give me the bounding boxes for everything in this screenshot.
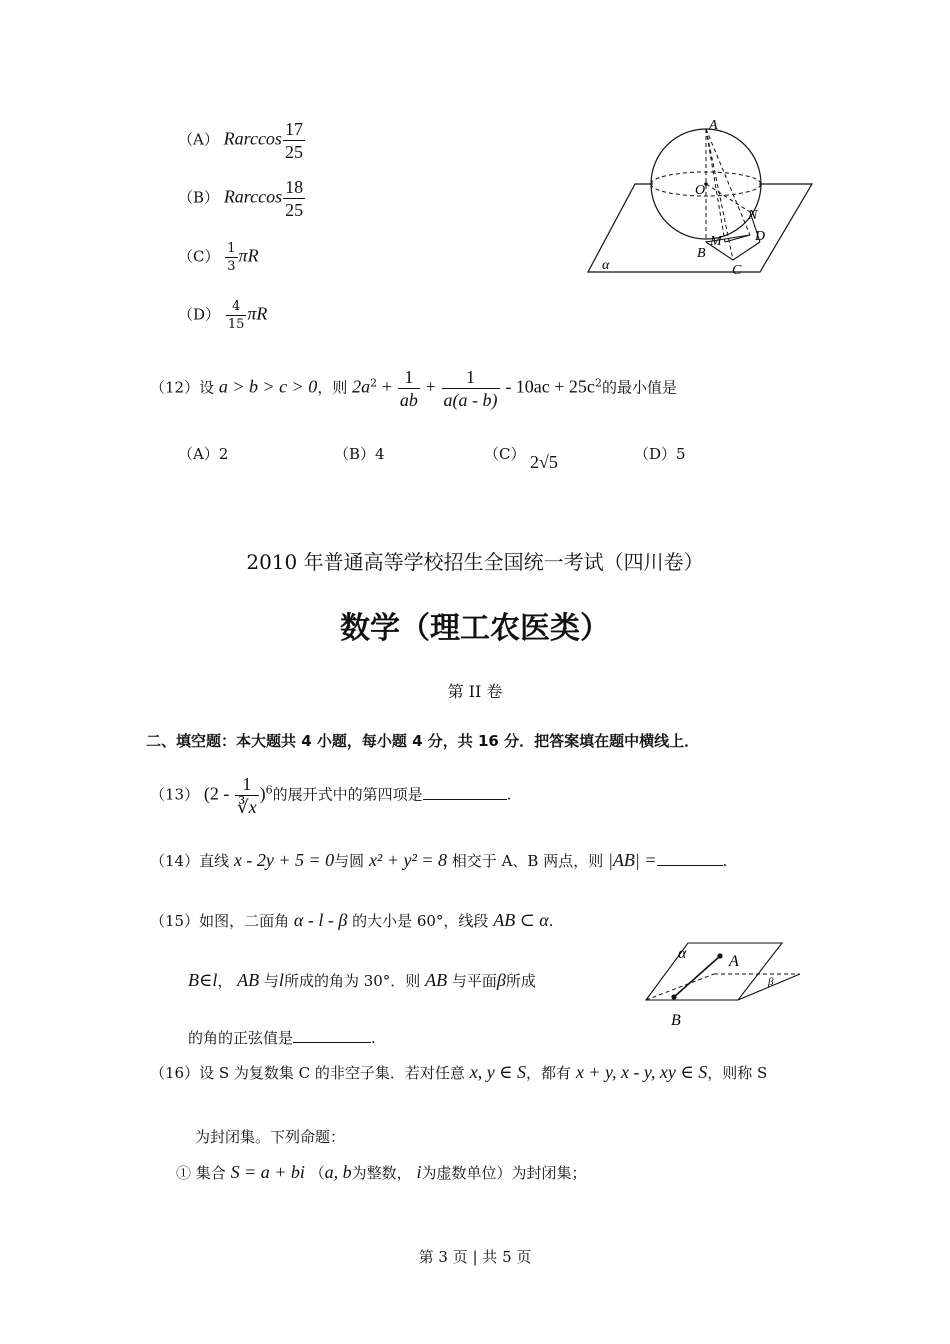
label-a: A (729, 953, 739, 970)
q11-option-d: （D） $\frac{4}{15}$ πR (178, 299, 268, 332)
q16-line2: 为封闭集。下列命题： (195, 1128, 346, 1146)
dihedral-figure (640, 938, 810, 1032)
q15-line3: 的角的正弦值是 . (188, 1029, 376, 1047)
label-alpha: α (602, 258, 610, 273)
q15-line2: B∈l， AB 与l所成的角为 30°．则 AB 与平面β所成 (188, 970, 536, 990)
q12-stem: （12）设 a > b > c > 0，则 $2a^2$ + $\frac{1}{ab}$ + $\frac{1}{a(a - b)}$ - $10ac + 25c^2$的最小值是 (150, 367, 677, 410)
q12-option-c: （C） (484, 445, 526, 463)
subject-title: 数学（理工农医类） (340, 611, 610, 646)
label-n: N (748, 208, 758, 223)
label-o: O (695, 183, 706, 198)
label-b: B (671, 1012, 681, 1029)
section-title: 二、填空题：本大题共 4 小题，每小题 4 分，共 16 分．把答案填在题中横线上． (146, 732, 700, 750)
q14-answer-blank (657, 851, 723, 866)
volume-title: 第 II 卷 (447, 682, 503, 701)
q11-option-c: （C） $\frac{1}{3}$ πR (178, 241, 259, 274)
label-d: D (755, 229, 766, 244)
label-m: M (710, 234, 722, 249)
exam-title: 2010 年普通高等学校招生全国统一考试（四川卷） (246, 550, 704, 574)
q14: （14）直线 x - 2y + 5 = 0与圆 x² + y² = 8 相交于 A、B 两点，则 |AB| = . (150, 850, 728, 870)
sphere-plane-figure (585, 112, 820, 280)
label-c: C (732, 263, 742, 278)
q15-line1: （15）如图，二面角 α - l - β 的大小是 60°，线段 AB ⊂ α. (150, 910, 554, 930)
label-b: B (697, 246, 706, 261)
label-a: A (709, 118, 718, 133)
q11-option-a: （A） Rarccos $\frac{17}{25}$ (178, 119, 303, 162)
q12-option-b: （B）4 (334, 445, 385, 463)
q13: （13） (2 - $\frac{1}{∛x}$ )$^6$的展开式中的第四项是 . (150, 774, 512, 817)
q12-option-c-value: 2√5 (530, 452, 558, 472)
q12-option-d: （D）5 (634, 445, 686, 463)
q15-answer-blank (293, 1028, 371, 1043)
q11-option-b: （B） Rarccos $\frac{18}{25}$ (178, 177, 304, 220)
q16-item1: ① 集合 S = a + bi （a, b为整数， i为虚数单位）为封闭集； (176, 1162, 587, 1182)
q12-option-a: （A）2 (178, 445, 229, 463)
label-alpha: α (678, 945, 687, 962)
label-beta: β (768, 976, 774, 988)
page-footer: 第 3 页 | 共 5 页 (418, 1248, 532, 1266)
q13-answer-blank (423, 785, 507, 800)
q16-line1: （16）设 S 为复数集 C 的非空子集．若对任意 x, y ∈ S，都有 x + y, x - y, xy ∈ S，则称 S (150, 1062, 768, 1082)
